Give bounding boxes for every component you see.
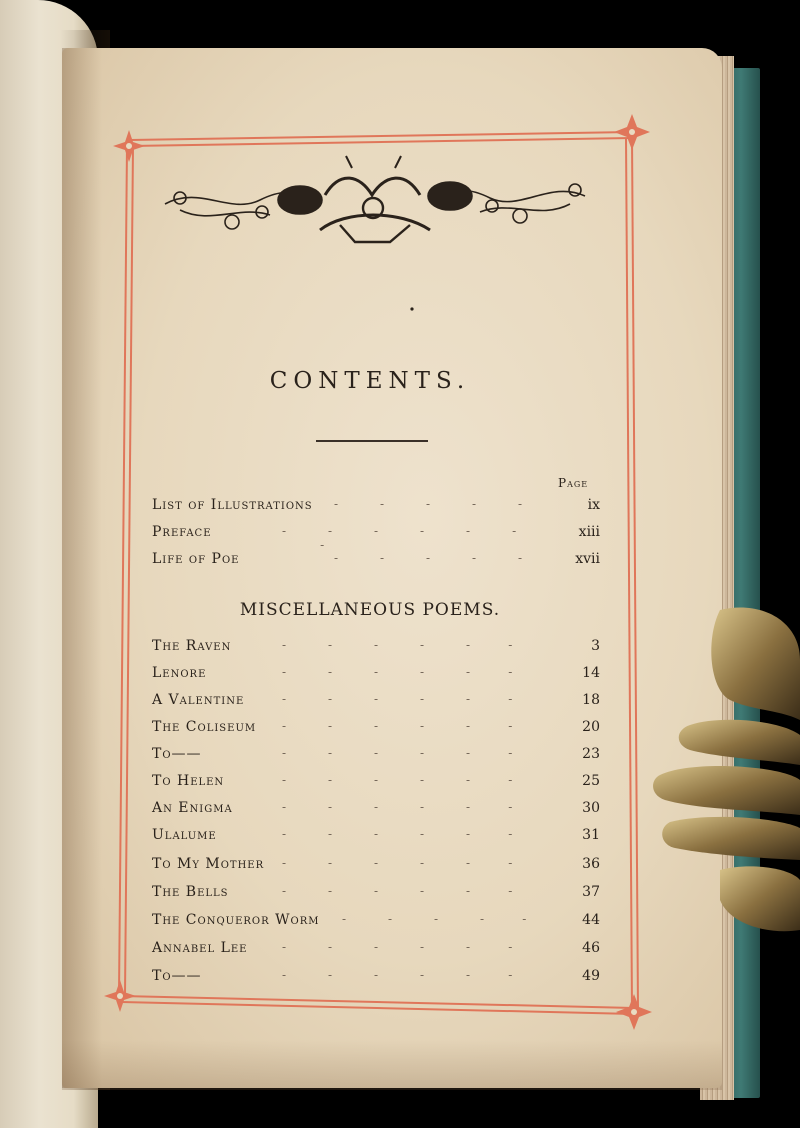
list-item: [152, 638, 602, 662]
leader-dots: - - - - - -: [282, 665, 513, 679]
list-item: [152, 884, 602, 908]
page-column-label: Page: [558, 476, 589, 490]
entry-title: List of Illustrations: [152, 497, 313, 513]
leader-dots: - - - - - -: [282, 638, 513, 652]
entry-page: 20: [582, 719, 600, 735]
brass-page-clip: [650, 600, 800, 940]
entry-page: 31: [582, 827, 600, 843]
entry-title: To——: [152, 968, 202, 984]
leader-dots: - - - - -: [342, 912, 527, 926]
entry-page: 25: [582, 773, 600, 789]
entry-page: 30: [582, 800, 600, 816]
leader-dots: - - - - -: [334, 497, 523, 511]
leader-dots: - - - - - -: [282, 773, 513, 787]
entry-page: 3: [591, 638, 600, 654]
floral-headpiece-ornament: [165, 156, 585, 242]
leader-dots: - - - - - -: [282, 746, 513, 760]
entry-page: 49: [582, 968, 600, 984]
list-item: [152, 551, 602, 575]
entry-title: The Conqueror Worm: [152, 912, 320, 928]
leader-dots: - - - - - -: [282, 940, 513, 954]
list-item: [152, 800, 602, 824]
entry-title: Ulalume: [152, 827, 217, 843]
leader-dots: - - - - - -: [282, 856, 513, 870]
leader-dots: - - - - - -: [282, 884, 513, 898]
list-item: [152, 746, 602, 770]
entry-title: A Valentine: [152, 692, 245, 708]
entry-title: The Coliseum: [152, 719, 257, 735]
leader-dots: - - - - - -: [282, 968, 513, 982]
entry-page: 37: [582, 884, 600, 900]
list-item: [152, 665, 602, 689]
list-item: [152, 856, 602, 880]
list-item: [152, 773, 602, 797]
list-item: [152, 719, 602, 743]
entry-title: Lenore: [152, 665, 207, 681]
list-item: [152, 940, 602, 964]
entry-page: xvii: [575, 551, 600, 567]
leader-dots: - - - - - -: [282, 719, 513, 733]
leader-dots: - - - - - -: [282, 692, 513, 706]
list-item: [152, 827, 602, 851]
entry-page: 46: [582, 940, 600, 956]
list-item: [152, 912, 602, 936]
section-title: MISCELLANEOUS POEMS.: [239, 600, 501, 620]
entry-title: Annabel Lee: [152, 940, 248, 956]
leader-dots: - - - - - - -: [282, 524, 517, 552]
contents-heading: CONTENTS.: [269, 368, 471, 394]
entry-title: The Raven: [152, 638, 232, 654]
entry-page: 36: [582, 856, 600, 872]
leader-dots: - - - - -: [334, 551, 523, 565]
list-item: [152, 692, 602, 716]
entry-title: The Bells: [152, 884, 229, 900]
entry-title: Preface: [152, 524, 212, 540]
list-item: [152, 497, 602, 521]
heading-rule: [316, 440, 428, 442]
center-dot: [410, 307, 413, 310]
list-item: [152, 524, 602, 552]
leader-dots: - - - - - -: [282, 827, 513, 841]
entry-page: 18: [582, 692, 600, 708]
entry-title: An Enigma: [152, 800, 233, 816]
entry-page: ix: [587, 497, 600, 513]
leader-dots: - - - - - -: [282, 800, 513, 814]
list-item: [152, 968, 602, 992]
entry-page: xiii: [578, 524, 600, 540]
entry-title: To——: [152, 746, 202, 762]
entry-title: To Helen: [152, 773, 225, 789]
entry-title: To My Mother: [152, 856, 265, 872]
entry-page: 14: [582, 665, 600, 681]
entry-page: 23: [582, 746, 600, 762]
entry-page: 44: [582, 912, 600, 928]
entry-title: Life of Poe: [152, 551, 240, 567]
